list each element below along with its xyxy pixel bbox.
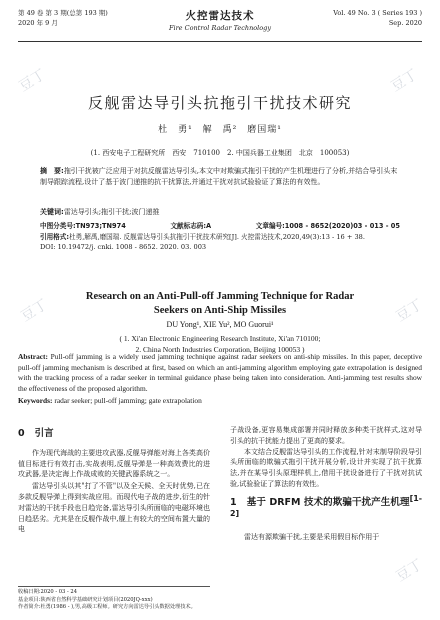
section-title: 引言 xyxy=(34,428,54,439)
citation-block xyxy=(40,232,400,252)
journal-name-en: Fire Control Radar Technology xyxy=(168,24,272,32)
section-heading-intro xyxy=(18,429,210,440)
classification-row xyxy=(40,220,400,230)
doi: DOI: 10.19472/j. cnki. 1008 - 8652. 2020. 03. 003 xyxy=(40,243,207,251)
abstract-cn-label: 摘 要: xyxy=(40,167,64,175)
section-number: 1 xyxy=(230,496,237,508)
section-heading-1 xyxy=(230,494,422,524)
body-paragraph: 本文结合反舰雷达导引头的工作流程,针对末制导阶段导引头所面临的欺骗式拖引干扰开展分析,设计并实现了抗干扰算法,并在某导引头原理样机上,借用干扰设备进行了干扰对抗试验,试验验证了算法的有效性。 xyxy=(230,447,422,488)
keywords-en xyxy=(18,395,422,406)
section-number: 0 xyxy=(18,428,25,439)
keywords-cn-text: 雷达导引头;拖引干扰;波门递推 xyxy=(63,208,160,216)
received-date: 收稿日期:2020 - 03 - 24 xyxy=(18,589,78,595)
article-number: 文章编号:1008 - 8652(2020)03 - 013 - 05 xyxy=(255,222,400,230)
journal-header xyxy=(18,6,422,42)
body-column-left xyxy=(18,425,210,536)
keywords-en-label: Keywords: xyxy=(18,396,53,405)
affiliation-en-line2: 2. China North Industries Corporation, Beijing 100053 ) xyxy=(135,345,305,354)
footnote xyxy=(18,586,210,612)
citation-text: 杜勇,解禹,磨国瑞. 反舰雷达导引头抗拖引干扰技术研究[J]. 火控雷达技术,2020,49(3):13 - 16 + 38. xyxy=(69,233,365,241)
abstract-cn-text: 拖引干扰被广泛应用于对抗反舰雷达导引头,本文中对欺骗式拖引干扰的产生机理进行了分析,并结合导引头末制导跟踪流程,设计了基于波门递推的抗干扰算法,并通过干扰对抗试验验证了算法的有效性。 xyxy=(40,167,398,186)
body-paragraph: 子战设备,更容易集成部署并同时释放多种类干扰样式,这对导引头的抗干扰能力提出了更高的要求。 xyxy=(230,426,422,445)
watermark: 豆丁 xyxy=(16,66,49,96)
affiliation-en-line1: ( 1. Xi'an Electronic Engineering Research Institute, Xi'an 710100; xyxy=(119,334,321,343)
watermark: 豆丁 xyxy=(393,296,426,326)
authors-cn: 杜 勇¹ 解 禹² 磨国瑞¹ xyxy=(158,125,282,135)
body-paragraph: 作为现代海战的主要进攻武器,反舰导弹能对海上各类高价值目标进行有效打击,实战表明,反舰导弹是一种高效费比的进攻武器,是决定海上作战成败的关键武器系统之一。 xyxy=(18,448,210,479)
volume-en: Vol. 49 No. 3 ( Series 193 ) xyxy=(333,9,422,17)
date-en: Sep. 2020 xyxy=(388,19,422,27)
body-paragraph: 雷达有源欺骗干扰,主要是采用假目标作用于 xyxy=(244,532,380,541)
keywords-cn-label: 关键词: xyxy=(40,208,64,216)
issue-volume: 第 49 卷 第 3 期(总第 193 期) xyxy=(18,9,108,17)
document-code: 文献标志码:A xyxy=(170,222,212,230)
paper-title-en xyxy=(70,290,370,318)
clc-number: 中图分类号:TN973;TN974 xyxy=(40,222,126,230)
abstract-en-text: Pull-off jamming is a widely used jamming technique against radar seekers on anti-ship missiles. In this paper, deceptive pull-off jamming mechanism is described at first, based on which an anti-jamming algorithm employing gate extrapolation is designed with the tracking process of a radar seeker in terminal guidance phase being taken into consideration. Anti-jamming test results show the effectiveness of the proposed algorithm. xyxy=(18,352,423,393)
affiliation-cn: (1. 西安电子工程研究所 西安 710100 2. 中国兵器工业集团 北京 100053) xyxy=(90,149,350,157)
author-bio: 作者简介:杜勇(1986 - ),男,高级工程师。研究方向雷达导引头数据处理技术。 xyxy=(18,604,196,610)
abstract-en xyxy=(18,352,422,394)
fund-info: 基金项目:陕西省自然科学基础研究计划项目(2020JQ-xxx) xyxy=(18,596,153,603)
watermark: 豆丁 xyxy=(18,296,51,326)
citation-label: 引用格式: xyxy=(40,233,70,241)
keywords-cn xyxy=(40,207,400,218)
journal-name-cn: 火控雷达技术 xyxy=(185,10,255,22)
abstract-cn xyxy=(40,166,400,188)
authors-en: DU Yong¹, XIE Yu², MO Guorui¹ xyxy=(166,320,274,329)
issue-date: 2020 年 9 月 xyxy=(18,19,58,27)
keywords-en-text: radar seeker; pull-off jamming; gate extrapolation xyxy=(54,396,202,405)
paper-title-en-line2: Seekers on Anti-Ship Missiles xyxy=(153,305,287,316)
watermark: 豆丁 xyxy=(388,66,421,96)
abstract-en-label: Abstract: xyxy=(18,352,48,361)
paper-title-cn: 反舰雷达导引头抗拖引干扰技术研究 xyxy=(87,94,352,112)
issue-info-en xyxy=(333,8,422,28)
section-reference: [1-2] xyxy=(230,493,422,518)
paper-title-en-line1: Research on an Anti-Pull-off Jamming Technique for Radar xyxy=(85,291,355,302)
section-title: 基于 DRFM 技术的欺骗干扰产生机理 xyxy=(246,496,410,508)
watermark: 豆丁 xyxy=(393,556,426,586)
body-column-right xyxy=(230,425,422,543)
body-paragraph: 雷达导引头以其"打了不管"以及全天候、全天时优势,已在多款反舰导弹上得到实战应用。而现代电子战的进步,衍生的针对雷达的干扰手段也日趋完备,雷达导引头所面临的电磁环境也日趋恶劣。尤其是在反舰作战中,舰上有较大的空间布置大量的电 xyxy=(18,482,210,534)
